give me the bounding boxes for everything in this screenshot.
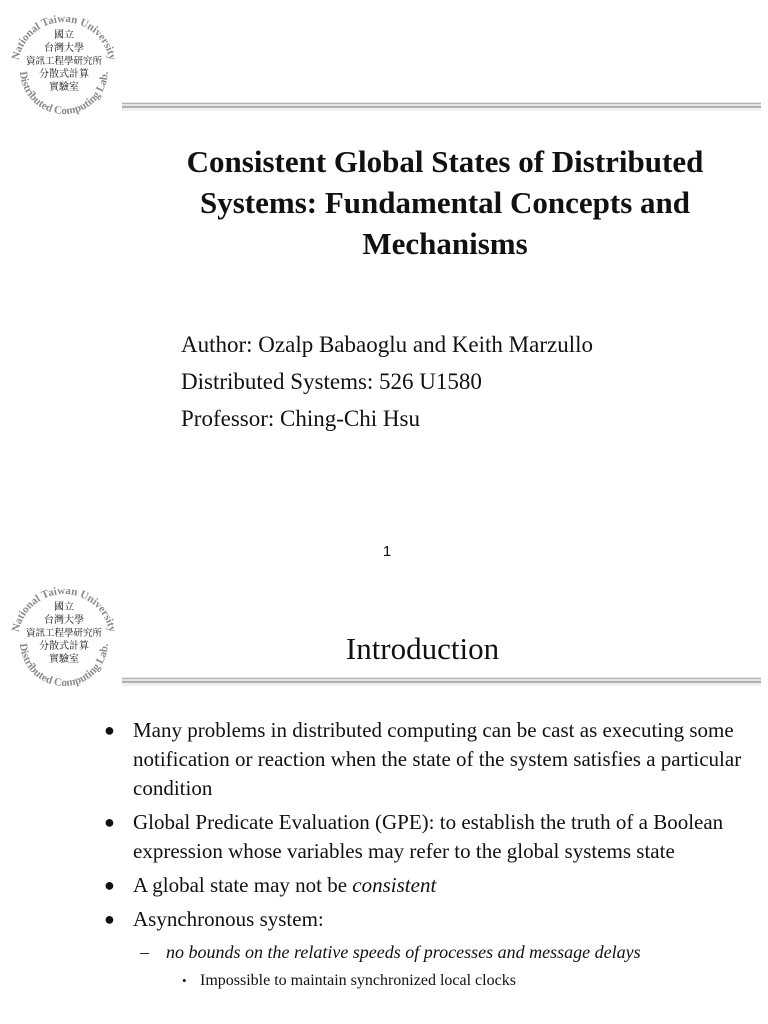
seal-icon <box>8 580 120 692</box>
title-line: Systems: Fundamental Concepts and <box>199 185 691 220</box>
bullet-list <box>104 716 764 994</box>
sub-sub-bullet-item <box>104 967 764 994</box>
slide-meta <box>181 326 593 437</box>
course-line: Distributed Systems: 526 U1580 <box>181 369 482 394</box>
logo-arc-top: National Taiwan University <box>9 12 119 62</box>
title-line: Mechanisms <box>362 226 528 261</box>
seal-icon <box>8 8 120 120</box>
page-number: 1 <box>382 543 392 560</box>
logo-line-4: 分散式計算 <box>39 69 89 80</box>
logo-line-4: 分散式計算 <box>39 641 89 652</box>
slide-title <box>125 141 765 264</box>
small-bullet-dot-icon: • <box>182 973 187 988</box>
university-lab-logo <box>8 580 120 692</box>
header-rule <box>122 677 761 686</box>
author-line: Author: Ozalp Babaoglu and Keith Marzullo <box>181 332 593 357</box>
logo-line-2: 台灣大學 <box>44 615 84 626</box>
dash-icon: – <box>140 942 149 962</box>
bullet-dot-icon: ● <box>104 909 115 929</box>
bullet-text: A global state may not be <box>133 873 353 897</box>
logo-arc-bottom: Distributed Computing Lab. <box>16 642 111 690</box>
bullet-dot-icon: ● <box>104 720 115 740</box>
logo-line-3: 資訊工程學研究所 <box>25 56 103 67</box>
logo-line-1: 國立 <box>54 30 74 41</box>
logo-line-5: 實驗室 <box>49 654 79 665</box>
bullet-item <box>104 808 764 866</box>
bullet-text: Many problems in distributed computing can be cast as executing some notification or reaction when the state of the system satisfies a particular condition <box>133 718 742 800</box>
header-rule <box>122 102 761 111</box>
title-line: Consistent Global States of Distributed <box>186 144 704 179</box>
bullet-text: Asynchronous system: <box>133 907 324 931</box>
logo-line-3: 資訊工程學研究所 <box>25 628 103 639</box>
sub-bullet-item <box>104 938 764 967</box>
logo-arc-bottom: Distributed Computing Lab. <box>16 70 111 118</box>
bullet-emphasis: consistent <box>352 873 437 897</box>
logo-arc-top: National Taiwan University <box>9 584 119 634</box>
university-lab-logo <box>8 8 120 120</box>
bullet-item <box>104 905 764 934</box>
logo-line-5: 實驗室 <box>49 82 79 93</box>
logo-line-1: 國立 <box>54 602 74 613</box>
logo-line-2: 台灣大學 <box>44 43 84 54</box>
bullet-item <box>104 871 764 900</box>
bullet-dot-icon: ● <box>104 875 115 895</box>
bullet-dot-icon: ● <box>104 812 115 832</box>
sub-bullet-text: no bounds on the relative speeds of processes and message delays <box>166 942 641 962</box>
bullet-item <box>104 716 764 803</box>
bullet-text: Global Predicate Evaluation (GPE): to establish the truth of a Boolean expression whose variables may refer to the global systems state <box>133 810 724 863</box>
slide-2 <box>0 575 768 1024</box>
professor-line: Professor: Ching-Chi Hsu <box>181 406 420 431</box>
slide-heading: Introduction <box>345 631 500 666</box>
sub-sub-bullet-text: Impossible to maintain synchronized local clocks <box>200 972 516 989</box>
